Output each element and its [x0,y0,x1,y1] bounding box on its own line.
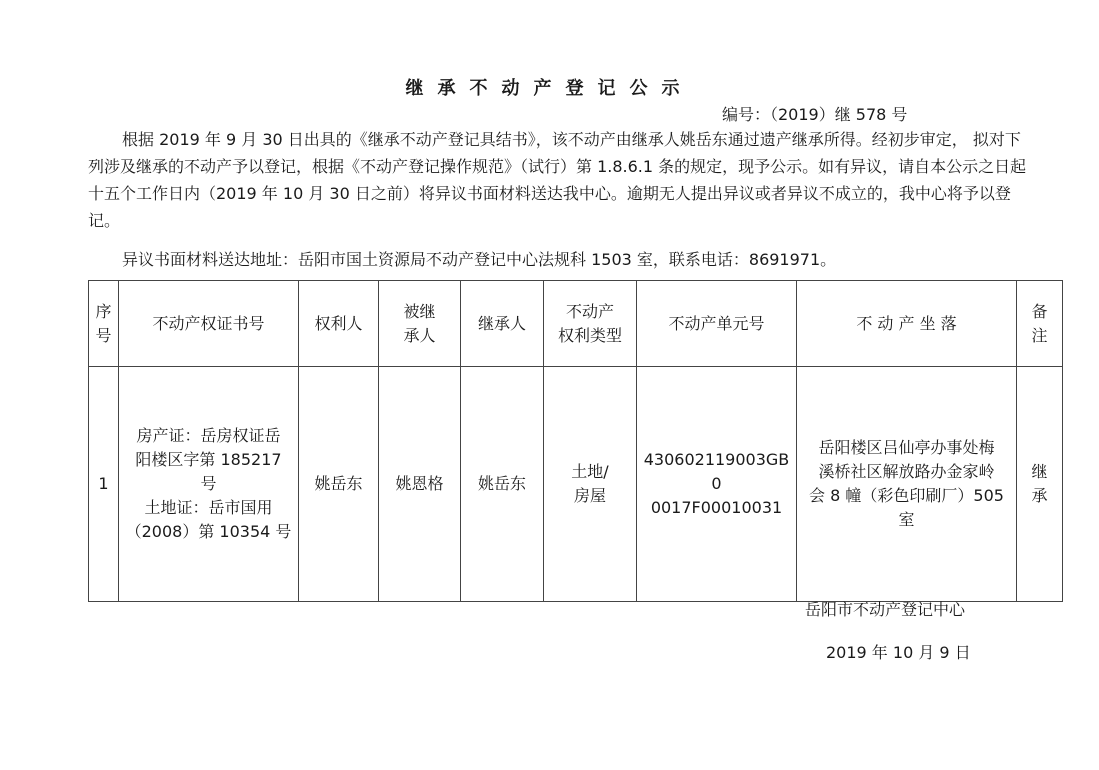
issuing-authority: 岳阳市不动产登记中心 [805,600,966,619]
document-title: 继承不动产登记公示 [405,78,694,99]
location-line: 会 8 幢（彩色印刷厂）505 [809,486,1004,505]
header-decedent-line: 被继 [403,301,436,321]
unit-no-line: 430602119003GB0 [643,450,790,493]
cell-remark [1017,367,1063,602]
header-decedent [379,281,461,367]
document-number: 编号：（2019）继 578 号 [722,105,908,124]
header-heir: 继承人 [461,281,544,367]
table-header-row [89,281,1063,367]
header-seq-line: 序 [95,301,112,321]
header-unit-no: 不动产单元号 [637,281,797,367]
table-row [89,367,1063,602]
header-right-holder: 权利人 [299,281,379,367]
header-decedent-line: 承人 [403,325,436,345]
cert-no-line: 土地证：岳市国用 [144,498,273,517]
header-right-type-line: 权利类型 [557,325,622,345]
remark-line: 继 [1031,462,1048,481]
unit-no-line: 0017F00010031 [650,498,783,517]
cell-heir: 姚岳东 [461,367,544,602]
cell-location [797,367,1017,602]
right-type-line: 土地/ [571,462,609,481]
objection-address: 异议书面材料送达地址：岳阳市国土资源局不动产登记中心法规科 1503 室，联系电话：8691971。 [122,250,837,269]
cert-no-line: （2008）第 10354 号 [125,522,292,541]
cell-seq: 1 [89,367,119,602]
header-remark-line: 注 [1031,325,1048,345]
cell-right-type [544,367,637,602]
header-location: 不 动 产 坐 落 [797,281,1017,367]
cell-right-holder: 姚岳东 [299,367,379,602]
header-remark [1017,281,1063,367]
right-type-line: 房屋 [573,486,606,505]
cell-cert-no [119,367,299,602]
notice-body [88,126,1028,234]
issue-date: 2019 年 10 月 9 日 [826,643,971,662]
header-right-type [544,281,637,367]
property-table [88,280,1063,602]
header-seq-line: 号 [95,325,112,345]
cell-unit-no [637,367,797,602]
cert-no-line: 阳楼区字第 185217 [135,450,282,469]
cert-no-line: 房产证：岳房权证岳 [136,426,281,445]
location-line: 岳阳楼区吕仙亭办事处梅 [818,438,995,457]
notice-paragraph: 根据 2019 年 9 月 30 日出具的《继承不动产登记具结书》，该不动产由继承人姚岳东通过遗产继承所得。经初步审定， 拟对下列涉及继承的不动产予以登记，根据《不动产登记操作规范》（试行）第 1.8.6.1 条的规定，现予公示。如有异议，请自本公示之日起十五个工作日内（2019 年 10 月 30 日之前）将异议书面材料送达我中心。逾期无人提出异议或者异议不成立的，我中心将予以登记。 [88,130,1027,230]
location-line: 室 [898,510,915,529]
remark-line: 承 [1031,486,1048,505]
header-remark-line: 备 [1031,301,1048,321]
header-right-type-line: 不动产 [565,301,614,321]
cert-no-line: 号 [200,474,217,493]
location-line: 溪桥社区解放路办金家岭 [818,462,995,481]
header-seq [89,281,119,367]
cell-decedent: 姚恩格 [379,367,461,602]
header-cert-no: 不动产权证书号 [119,281,299,367]
